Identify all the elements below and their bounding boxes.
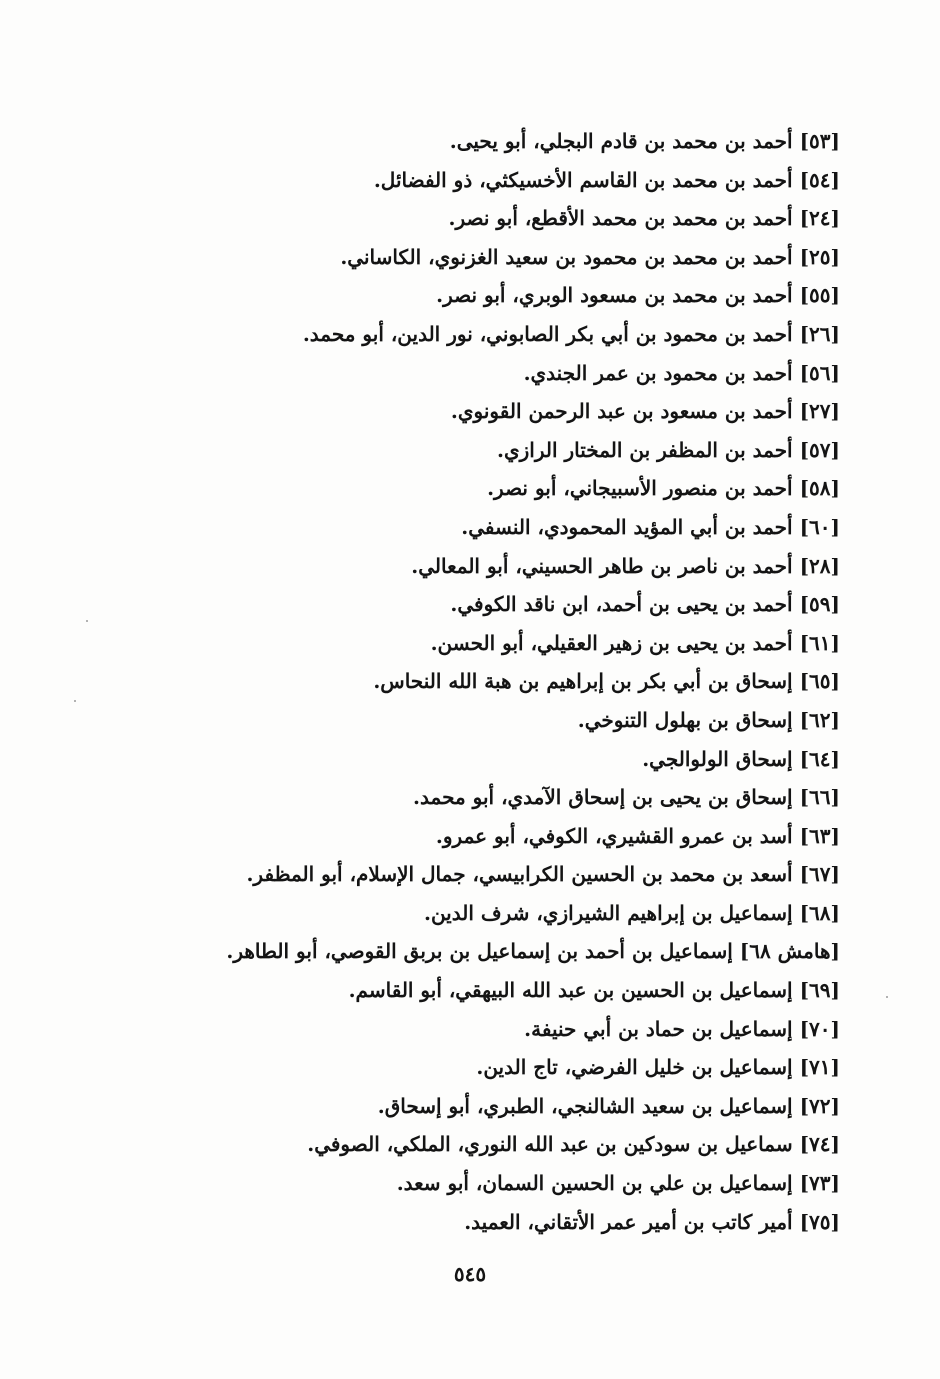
entry-name: أحمد بن ناصر بن طاهر الحسيني، أبو المعالي.: [411, 553, 793, 578]
entry-row: [120, 624, 840, 663]
entry-name: أحمد بن يحيى بن زهير العقيلي، أبو الحسن.: [430, 630, 793, 655]
entry-row: [120, 392, 840, 431]
entry-name: إسماعيل بن إبراهيم الشيرازي، شرف الدين.: [423, 900, 793, 925]
entry-row: [120, 932, 840, 971]
entry-name: إسماعيل بن حماد بن أبي حنيفة.: [524, 1016, 793, 1041]
entry-number: [٢٧]: [799, 399, 840, 424]
entry-row: [120, 122, 840, 161]
entry-name: أسعد بن محمد بن الحسين الكرابيسي، جمال الإسلام، أبو المظفر.: [246, 862, 793, 887]
entry-row: [120, 431, 840, 470]
entry-list: [120, 122, 840, 1241]
entry-name: أحمد بن أبي المؤيد المحمودي، النسفي.: [461, 514, 793, 539]
entry-name: إسحاق الولوالجي.: [642, 746, 793, 771]
entry-number: [٢٨]: [799, 553, 840, 578]
entry-row: [120, 855, 840, 894]
entry-name: أحمد بن مسعود بن عبد الرحمن القونوي.: [450, 399, 793, 424]
entry-number: [٢٤]: [799, 206, 840, 231]
entry-name: أمير كاتب بن أمير عمر الأتقاني، العميد.: [464, 1209, 793, 1234]
entry-number: [٢٦]: [799, 321, 840, 346]
entry-number: [٧١]: [799, 1055, 840, 1080]
entry-number: [٧٣]: [799, 1171, 840, 1196]
entry-name: أحمد بن محمد بن قادم البجلي، أبو يحيى.: [449, 129, 793, 153]
entry-row: [120, 1087, 840, 1126]
entry-number: [٦٨]: [799, 900, 840, 925]
entry-number: [٥٧]: [799, 437, 840, 462]
entry-name: إسماعيل بن سعيد الشالنجي، الطبري، أبو إسحاق.: [377, 1093, 793, 1118]
entry-number: [٦١]: [799, 630, 840, 655]
entry-name: إسماعيل بن علي بن الحسين السمان، أبو سعد.: [396, 1171, 793, 1196]
entry-row: [120, 1164, 840, 1203]
entry-number: [٦٧]: [799, 862, 840, 887]
entry-row: [120, 1203, 840, 1242]
entry-number: [٥٦]: [799, 360, 840, 385]
entry-name: إسحاق بن أبي بكر بن إبراهيم بن هبة الله النحاس.: [373, 669, 793, 694]
entry-name: أحمد بن محمد بن مسعود الوبري، أبو نصر.: [436, 283, 793, 308]
entry-row: [120, 547, 840, 586]
entry-row: [120, 315, 840, 354]
entry-name: سماعيل بن سودكين بن عبد الله النوري، الملكي، الصوفي.: [307, 1132, 793, 1157]
entry-number: [٦٣]: [799, 823, 840, 848]
page-number: ٥٤٥: [453, 1262, 487, 1286]
entry-number: [٧٤]: [799, 1132, 840, 1157]
entry-number: [٦٦]: [799, 785, 840, 810]
entry-number: [٦٩]: [799, 978, 840, 1003]
entry-name: أحمد بن محمد بن القاسم الأخسيكثي، ذو الفضائل.: [373, 167, 793, 192]
entry-number: [٥٣]: [799, 129, 840, 153]
entry-row: [120, 971, 840, 1010]
scan-speck: [86, 620, 88, 622]
entry-name: أحمد بن محمد بن محمد الأقطع، أبو نصر.: [448, 206, 793, 231]
entry-row: [120, 817, 840, 856]
entry-number: [٧٠]: [799, 1016, 840, 1041]
entry-number: [٥٩]: [799, 592, 840, 617]
entry-row: [120, 1048, 840, 1087]
entry-number: [٦٢]: [799, 707, 840, 732]
entry-name: أحمد بن منصور الأسبيجاني، أبو نصر.: [487, 476, 793, 501]
entry-name: أحمد بن المظفر بن المختار الرازي.: [497, 437, 793, 462]
entry-row: [120, 894, 840, 933]
scan-speck: [74, 700, 76, 702]
entry-number: [هامش ٦٨]: [739, 939, 840, 964]
entry-number: [٧٢]: [799, 1093, 840, 1118]
entry-name: إسماعيل بن الحسين بن عبد الله البيهقي، أبو القاسم.: [348, 978, 793, 1003]
entry-name: إسماعيل بن أحمد بن إسماعيل بن بربق القوصي، أبو الطاهر.: [226, 939, 733, 964]
entry-row: [120, 778, 840, 817]
entry-number: [٥٤]: [799, 167, 840, 192]
entry-row: [120, 354, 840, 393]
entry-row: [120, 1010, 840, 1049]
entry-number: [٥٥]: [799, 283, 840, 308]
entry-row: [120, 161, 840, 200]
entry-name: إسماعيل بن خليل الفرضي، تاج الدين.: [476, 1055, 793, 1080]
entry-name: أسد بن عمرو القشيري، الكوفي، أبو عمرو.: [435, 823, 793, 848]
entry-row: [120, 1125, 840, 1164]
entry-row: [120, 662, 840, 701]
entry-number: [٥٨]: [799, 476, 840, 501]
entry-row: [120, 469, 840, 508]
entry-name: أحمد بن محمد بن محمود بن سعيد الغزنوي، الكاساني.: [340, 244, 793, 269]
entry-row: [120, 585, 840, 624]
entry-number: [٦٠]: [799, 514, 840, 539]
entry-row: [120, 701, 840, 740]
entry-number: [٦٥]: [799, 669, 840, 694]
entry-row: [120, 199, 840, 238]
entry-row: [120, 740, 840, 779]
entry-row: [120, 238, 840, 277]
entry-number: [٢٥]: [799, 244, 840, 269]
entry-name: أحمد بن محمود بن أبي بكر الصابوني، نور الدين، أبو محمد.: [302, 321, 793, 346]
entry-number: [٧٥]: [799, 1209, 840, 1234]
scan-speck: [886, 996, 888, 998]
entry-number: [٦٤]: [799, 746, 840, 771]
entry-row: [120, 276, 840, 315]
entry-name: أحمد بن محمود بن عمر الجندي.: [523, 360, 793, 385]
entry-name: إسحاق بن بهلول التنوخي.: [577, 707, 793, 732]
entry-row: [120, 508, 840, 547]
entry-name: أحمد بن يحيى بن أحمد، ابن ناقد الكوفي.: [450, 592, 793, 617]
entry-name: إسحاق بن يحيى بن إسحاق الآمدي، أبو محمد.: [413, 785, 793, 810]
